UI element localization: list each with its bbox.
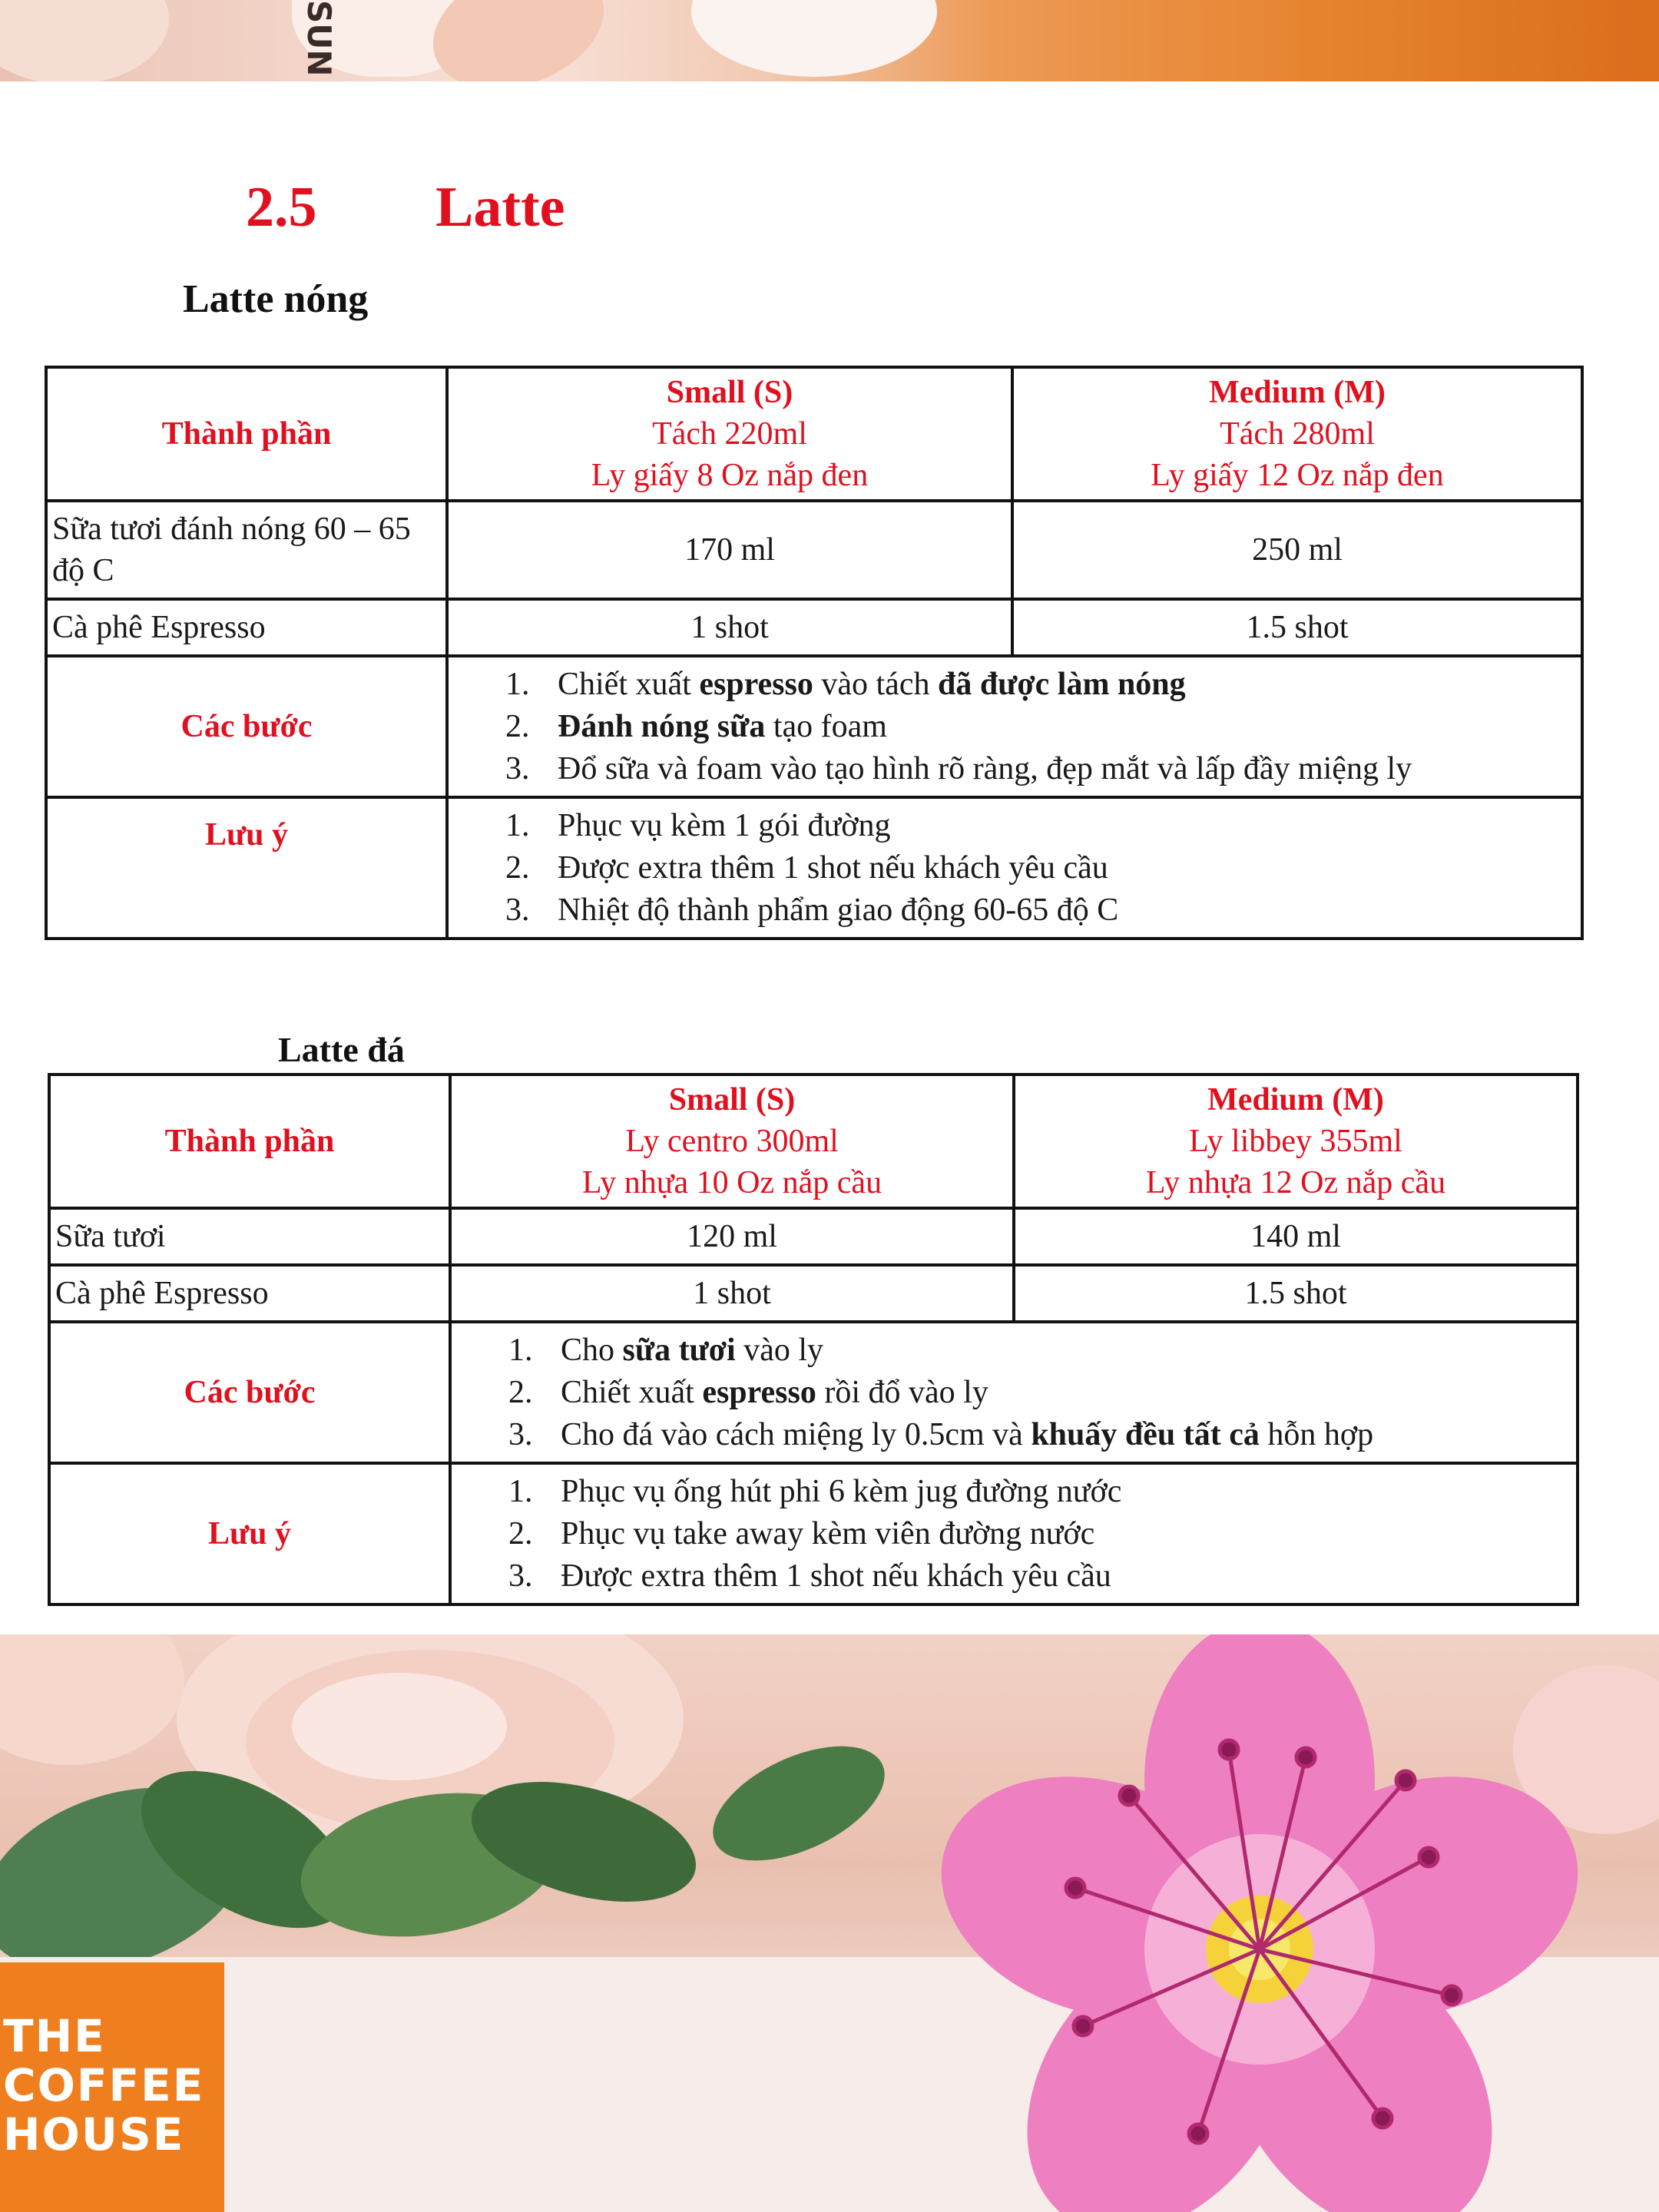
table-row — [49, 1265, 1578, 1322]
section-title: Latte — [435, 176, 565, 239]
list-item: 2. Phục vụ take away kèm viên đường nước — [508, 1515, 1095, 1551]
steps-cell — [450, 1322, 1578, 1463]
list-item: 3. Cho đá vào cách miệng ly 0.5cm và khuấy đều tất cả hỗn hợp — [508, 1416, 1374, 1452]
list-item: 2. Đánh nóng sữa tạo foam — [505, 708, 887, 744]
small-value: 170 ml — [447, 501, 1012, 599]
ingredient-label: Sữa tươi — [49, 1208, 450, 1265]
takeaway-cup: Ly nhựa 12 Oz nắp cầu — [1145, 1165, 1446, 1200]
small-value: 1 shot — [450, 1265, 1014, 1322]
steps-row — [46, 656, 1582, 797]
size-label: Medium (M) — [1209, 375, 1386, 410]
list-item: 3. Được extra thêm 1 shot nếu khách yêu cầu — [508, 1558, 1111, 1594]
logo-line: COFFEE — [3, 2059, 205, 2111]
hot-latte-table — [45, 366, 1584, 940]
decor-shape — [0, 0, 169, 81]
cup-type: Tách 220ml — [652, 416, 807, 452]
steps-label: Các bước — [49, 1322, 450, 1463]
header-ingredient: Thành phần — [49, 1075, 450, 1208]
medium-value: 1.5 shot — [1014, 1265, 1578, 1322]
cup-type: Ly centro 300ml — [625, 1124, 839, 1159]
cup-print-text: SUN — [300, 0, 338, 77]
ingredient-label: Cà phê Espresso — [49, 1265, 450, 1322]
list-item: 1. Cho sữa tươi vào ly — [508, 1332, 823, 1368]
size-label: Small (S) — [666, 375, 793, 410]
table-row — [46, 599, 1582, 656]
list-item: 2. Được extra thêm 1 shot nếu khách yêu cầu — [505, 849, 1108, 886]
size-label: Medium (M) — [1207, 1082, 1384, 1118]
steps-label: Các bước — [46, 656, 447, 797]
iced-latte-table — [48, 1073, 1579, 1606]
size-label: Small (S) — [668, 1082, 796, 1118]
notes-label: Lưu ý — [49, 1463, 450, 1604]
takeaway-cup: Ly giấy 8 Oz nắp đen — [591, 458, 869, 493]
notes-list — [456, 1471, 1571, 1598]
decor-shape — [691, 0, 937, 77]
list-item: 1. Chiết xuất espresso vào tách đã được làm nóng — [505, 666, 1186, 702]
header-ingredient: Thành phần — [46, 367, 447, 501]
top-banner-image — [0, 0, 1659, 81]
header-small — [447, 367, 1012, 501]
logo-line: HOUSE — [3, 2108, 185, 2161]
ingredient-label: Sữa tươi đánh nóng 60 – 65 độ C — [46, 501, 447, 599]
logo-line: THE — [3, 2010, 106, 2062]
steps-cell — [447, 656, 1582, 797]
header-medium — [1014, 1075, 1578, 1208]
notes-cell — [447, 797, 1582, 939]
steps-list — [456, 1330, 1571, 1456]
cup-type: Ly libbey 355ml — [1189, 1124, 1402, 1159]
decor-shape — [416, 0, 621, 81]
takeaway-cup: Ly giấy 12 Oz nắp đen — [1151, 458, 1444, 493]
steps-row — [49, 1322, 1578, 1463]
flower-illustration — [0, 1634, 1659, 2212]
bottom-flower-image — [0, 1634, 1659, 2212]
cup-type: Tách 280ml — [1220, 416, 1375, 452]
section-number: 2.5 — [246, 176, 317, 239]
table-header-row — [46, 367, 1582, 501]
table-header-row — [49, 1075, 1578, 1208]
ingredient-label: Cà phê Espresso — [46, 599, 447, 656]
hot-latte-title: Latte nóng — [183, 277, 369, 321]
header-small — [450, 1075, 1014, 1208]
small-value: 120 ml — [450, 1208, 1014, 1265]
list-item: 3. Nhiệt độ thành phẩm giao động 60-65 độ C — [505, 892, 1119, 928]
notes-list — [453, 805, 1576, 932]
takeaway-cup: Ly nhựa 10 Oz nắp cầu — [581, 1165, 882, 1200]
the-coffee-house-logo — [0, 1962, 224, 2212]
medium-value: 140 ml — [1014, 1208, 1578, 1265]
notes-cell — [450, 1463, 1578, 1604]
table-row — [46, 501, 1582, 599]
steps-list — [453, 664, 1576, 790]
header-medium — [1012, 367, 1582, 501]
list-item: 1. Phục vụ kèm 1 gói đường — [505, 807, 891, 843]
table-row — [49, 1208, 1578, 1265]
medium-value: 250 ml — [1012, 501, 1582, 599]
list-item: 1. Phục vụ ống hút phi 6 kèm jug đường nước — [508, 1473, 1122, 1509]
notes-label: Lưu ý — [46, 797, 447, 939]
iced-latte-title: Latte đá — [278, 1030, 405, 1069]
list-item: 3. Đổ sữa và foam vào tạo hình rõ ràng, đẹp mắt và lấp đầy miệng ly — [505, 750, 1412, 786]
list-item: 2. Chiết xuất espresso rồi đổ vào ly — [508, 1374, 988, 1410]
notes-row — [49, 1463, 1578, 1604]
small-value: 1 shot — [447, 599, 1012, 656]
notes-row — [46, 797, 1582, 939]
medium-value: 1.5 shot — [1012, 599, 1582, 656]
